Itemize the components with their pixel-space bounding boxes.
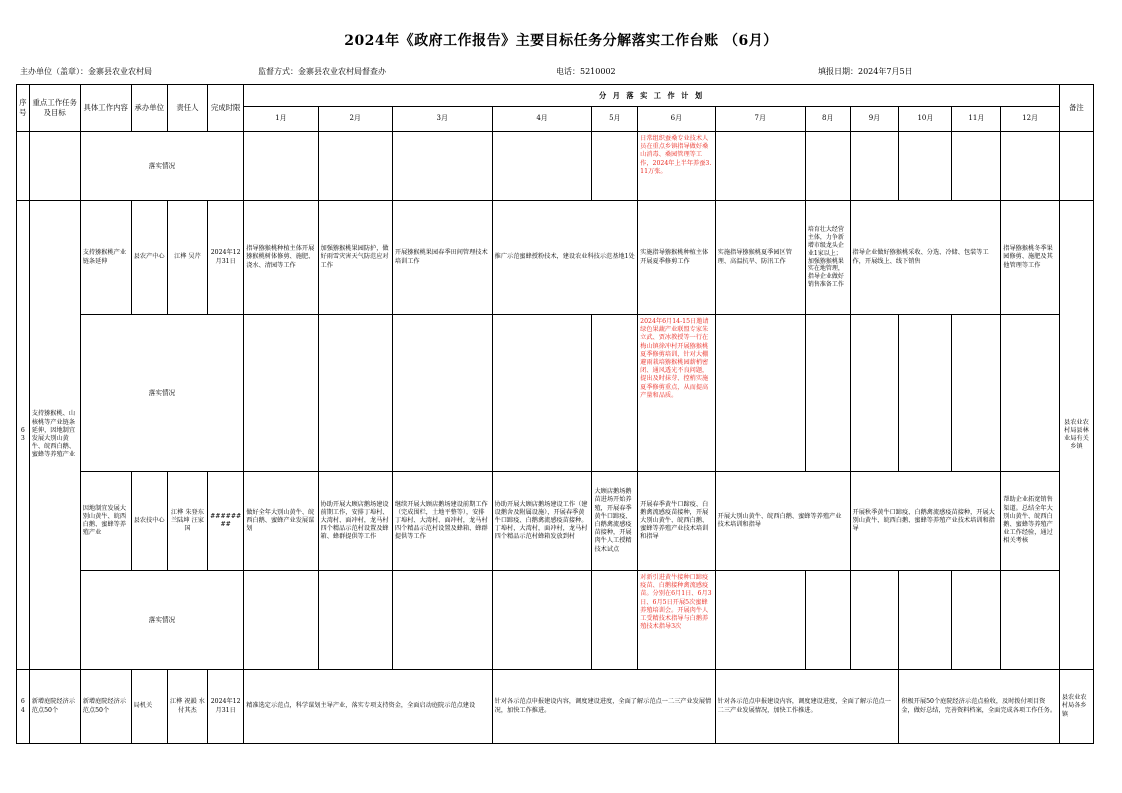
month-header: 2月 — [318, 107, 392, 132]
status-june-cell: 日常组织蚕桑专业技术人员在重点乡镇指导做好桑山消毒、桑园管理等工作，2024年上半年养蚕3.11万张。 — [638, 132, 716, 201]
note-cell: 县农业农村局县林业局有关乡镇 — [1059, 201, 1093, 670]
month-header: 6月 — [638, 107, 716, 132]
row-seq: 64 — [17, 670, 30, 744]
plan-cell-jan-mar: 精准选定示范点，科学谋划主导产业，落实专项支持资金，全面启动庭院示范点建设 — [244, 670, 492, 744]
header-deadline: 完成时限 — [208, 85, 244, 132]
plan-cell-mar: 开展猕猴桃果园春季田间管理技术培训工作 — [392, 201, 492, 315]
row-seq: 63 — [17, 201, 30, 670]
plan-cell-jul-sep: 针对各示范点申报建设内容，调度建设进度，全面了解示范点一二三产业发展情况，加快工作推进。 — [715, 670, 899, 744]
month-header: 8月 — [805, 107, 850, 132]
header-monthly-plan: 分 月 落 实 工 作 计 划 — [244, 85, 1060, 107]
plan-cell-jun: 实施指导猕猴桃种植主体开展夏季修剪工作 — [638, 201, 716, 315]
status-label: 落实情况 — [80, 132, 244, 201]
owner-cell: 江桦 吴芹 — [167, 201, 207, 315]
host-unit: 主办单位（盖章）：金寨县农业农村局 — [20, 67, 152, 76]
plan-cell-apr: 协助开展大顾店鹅场建设工作（建设鹅舍及附属设施），开展春季黄牛口蹄疫、白鹅禽流感疫苗接种。丁埠村，大湾村，面冲村，龙马村四个精品示范村蜂箱发放到村 — [492, 472, 592, 571]
plan-cell-jan: 指导猕猴桃种植主体开展猕猴桃树体修剪、施肥、浇水、清园等工作 — [244, 201, 318, 315]
plan-cell-jun: 开展春季黄牛口蹄疫、白鹅禽流感疫苗接种，开展大别山黄牛、皖西白鹅、蜜蜂等养殖产业技术培训和指导 — [638, 472, 716, 571]
month-header: 9月 — [850, 107, 899, 132]
plan-cell-may: 大顾店鹅场鹅苗进场开始养殖，开展春季黄牛口蹄疫、白鹅禽流感疫苗接种，开展肉牛人工授精技术试点 — [592, 472, 638, 571]
month-header: 3月 — [392, 107, 492, 132]
plan-cell-feb: 协助开展大顾店鹅场建设前期工作，安排丁埠村、大湾村、面冲村，龙马村四个精品示范村设置及蜂箱、蜂群提供等工作 — [318, 472, 392, 571]
ledger-table — [16, 84, 1094, 744]
content-cell: 新增庭院经济示范点50个 — [80, 670, 131, 744]
plan-cell-jul: 实施指导猕猴桃夏季园区管理、高温抗旱、防汛工作 — [715, 201, 805, 315]
plan-cell-jul-aug: 开展大别山黄牛、皖西白鹅、蜜蜂等养殖产业技术培训和指导 — [715, 472, 850, 571]
plan-cell-sep-nov: 开展秋季黄牛口蹄疫、白鹅禽流感疫苗接种，开展大别山黄牛、皖西白鹅、蜜蜂等养殖产业技术培训和指导 — [850, 472, 1001, 571]
supervision-method: 监督方式：金寨县农业农村局督查办 — [258, 67, 386, 76]
month-header: 7月 — [715, 107, 805, 132]
month-header: 4月 — [492, 107, 592, 132]
month-header: 11月 — [952, 107, 1001, 132]
content-cell: 因地制宜发展大别山黄牛、皖西白鹅、蜜蜂等养殖产业 — [80, 472, 131, 571]
header-note: 备注 — [1059, 85, 1093, 132]
unit-cell: 县农技中心 — [131, 472, 167, 571]
plan-cell-dec: 指导猕猴桃冬季果园修剪、施肥及其他管理等工作 — [1001, 201, 1060, 315]
month-header: 5月 — [592, 107, 638, 132]
key-task-cell: 新增庭院经济示范点50个 — [29, 670, 80, 744]
plan-cell-aug: 培育壮大经营主体，力争新增市级龙头企业1家以上；加强猕猴桃果实在地管理，指导企业做好销售准备工作 — [805, 201, 850, 315]
header-unit: 承办单位 — [131, 85, 167, 132]
plan-cell-jan: 做好全年大别山黄牛、皖西白鹅、蜜蜂产业发展谋划 — [244, 472, 318, 571]
header-content: 具体工作内容 — [80, 85, 131, 132]
plan-cell-mar: 继续开展大顾店鹅场建设前期工作（完成围栏，土地平整等），安排丁埠村、大湾村、面冲村，龙马村四个精品示范村设置及蜂箱、蜂群提供等工作 — [392, 472, 492, 571]
month-header: 10月 — [899, 107, 952, 132]
header-key-task: 重点工作任务及目标 — [29, 85, 80, 132]
key-task-cell: 支持猕猴桃、山核桃等产业链条延伸，因地制宜发展大别山黄牛、皖西白鹅、蜜蜂等养殖产业 — [29, 201, 80, 670]
plan-cell-dec: 帮助企业拓宽销售渠道。总结全年大别山黄牛、皖西白鹅、蜜蜂等养殖产业工作经验，通过相关考核 — [1001, 472, 1060, 571]
note-cell: 县农业农村局各乡镇 — [1059, 670, 1093, 744]
page-title: 2024年《政府工作报告》主要目标任务分解落实工作台账 （6月） — [344, 33, 778, 49]
header-seq: 序号 — [17, 85, 30, 132]
plan-cell-sep-nov: 指导企业做好猕猴桃采收、分选、冷储、包装等工作，开展线上、线下销售 — [850, 201, 1001, 315]
unit-cell: 县农产中心 — [131, 201, 167, 315]
month-header: 12月 — [1001, 107, 1060, 132]
owner-cell: 江桦 朱登东 兰陆坤 汪家国 — [167, 472, 207, 571]
deadline-cell: 2024年12月31日 — [208, 201, 244, 315]
content-cell: 支持猕猴桃产业链条延伸 — [80, 201, 131, 315]
deadline-cell: 2024年12月31日 — [208, 670, 244, 744]
month-header: 1月 — [244, 107, 318, 132]
status-label: 落实情况 — [80, 315, 244, 472]
phone-number: 电话：5210002 — [556, 67, 616, 76]
owner-cell: 江桦 祝韻 水付其杰 — [167, 670, 207, 744]
plan-cell-apr-jun: 针对各示范点申报建设内容，调度建设进度，全面了解示范点一二三产业发展情况，加快工作推进。 — [492, 670, 715, 744]
status-june-cell: 对新引进黄牛接种口蹄疫疫苗、白鹅接种禽流感疫苗。分别在6月1日、6月3日、6月5日开展5次蜜蜂养殖培训会。开展肉牛人工受精技术指导与白鹅养殖技术指导3次 — [638, 571, 716, 670]
unit-cell: 局机关 — [131, 670, 167, 744]
status-label: 落实情况 — [80, 571, 244, 670]
report-date: 填报日期：2024年7月5日 — [818, 67, 913, 76]
status-june-cell: 2024年6月14-15日邀请绿色果蔬产业联盟专家朱立武、贾冰教授等一行在梅山镇徐冲村开展猕猴桃夏季修剪培训，针对大棚避雨栽培猕猴桃园薪梢密闭、通风透光不良问题，提出及时抹芽、控梢实施夏季修剪重点，从而提高产量和品质。 — [638, 315, 716, 472]
plan-cell-apr-may: 推广示范蜜蜂授粉技术，建设农业科技示范基地1处 — [492, 201, 637, 315]
plan-cell-oct-dec: 积极开展50个庭院经济示范点验收，及时拨付项目资金，做好总结，完善资料档案，全面完成各项工作任务。 — [899, 670, 1060, 744]
deadline-cell: ######## — [208, 472, 244, 571]
header-owner: 责任人 — [167, 85, 207, 132]
plan-cell-feb: 加强猕猴桃果园防护，做好雨雪灾害天气防范应对工作 — [318, 201, 392, 315]
